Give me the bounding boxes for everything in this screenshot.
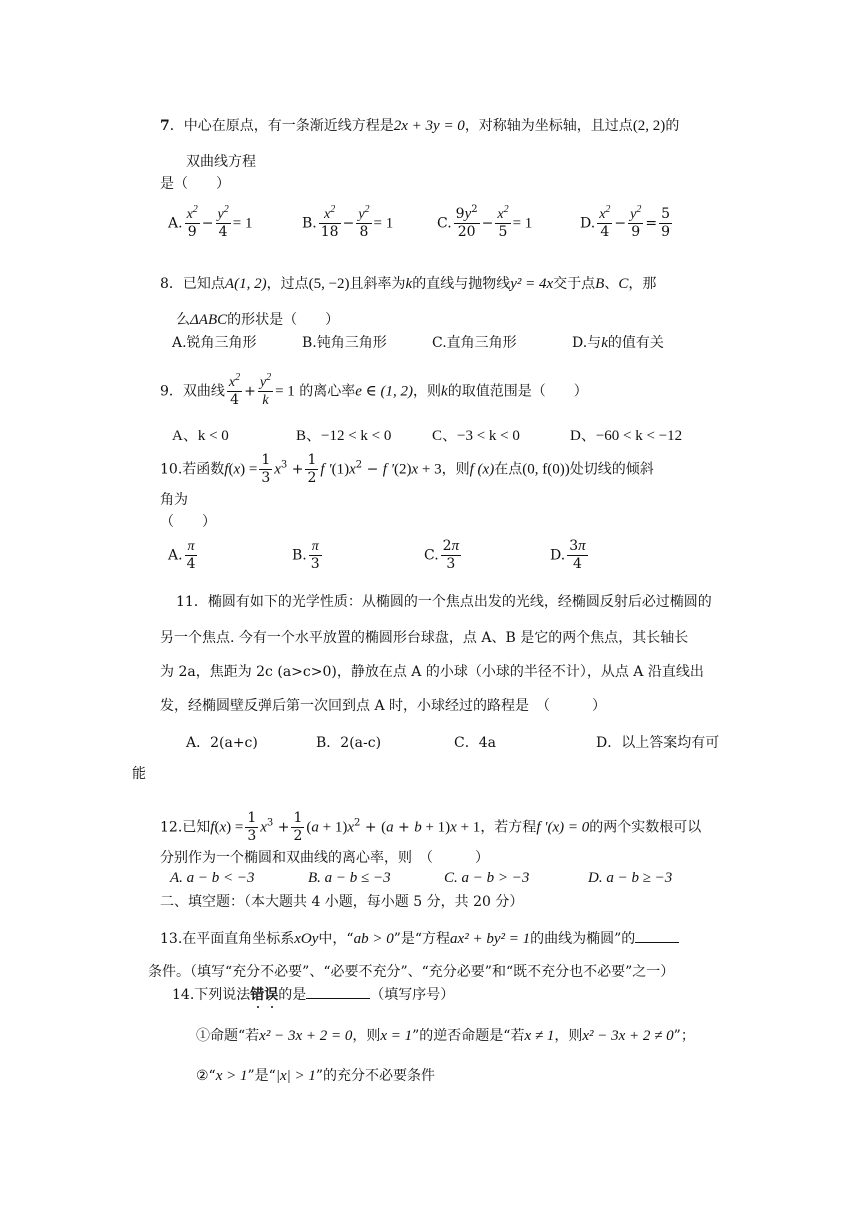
q8-point-c: C bbox=[618, 276, 629, 292]
q9-k: k bbox=[441, 383, 448, 400]
q10-option-c-label: C. bbox=[424, 547, 439, 564]
q14-item2-a: ②“ bbox=[196, 1068, 216, 1084]
q8-option-c bbox=[432, 332, 517, 352]
q10-text-b: ，则 bbox=[441, 461, 470, 478]
q7-option-a-label: A. bbox=[168, 215, 183, 232]
q13-text-d: 的曲线为椭圆”的 bbox=[530, 931, 636, 947]
q14-item-1 bbox=[196, 1026, 695, 1046]
q12-line1: 12.已知f(x) = $\frac{1}{3}$ $x^3$ + $\frac{1}{2}$ $(a + 1)x^2 + (a + b + 1)x + 1$，若方程f ′(x) = 0的两个实数根可以 bbox=[160, 810, 702, 844]
q12-option-a bbox=[170, 870, 255, 887]
q9-line1: 9．双曲线 $\frac{x^2}{4}$ + $\frac{y^2}{k}$ = 1 的离心率e ∈ (1, 2)，则k的取值范围是（ ） bbox=[160, 372, 588, 408]
q13-condition: ab > 0 bbox=[353, 931, 394, 947]
q14-item1-a: ①命题“若 bbox=[196, 1028, 260, 1044]
q8-line2-b: 的形状是（ ） bbox=[227, 312, 340, 328]
q11-option-c-label: C．4a bbox=[454, 735, 496, 751]
q11-option-d-label: D．以上答案均有可 bbox=[596, 735, 720, 751]
q9-option-a bbox=[172, 424, 229, 445]
q9-option-a-label: A、k < 0 bbox=[172, 428, 229, 444]
q7-asymptote: 2x + 3y = 0 bbox=[393, 118, 465, 134]
q11-option-b bbox=[316, 732, 381, 752]
q8-option-d-label: D.与 bbox=[572, 335, 602, 351]
q10-option-a: A. $\frac{\pi}{4}$ bbox=[168, 539, 196, 572]
q9-text-a: 9．双曲线 bbox=[160, 383, 225, 400]
q8-parabola: y² = 4x bbox=[510, 276, 554, 292]
q8-point-b: B bbox=[595, 276, 605, 292]
q9-option-c-label: C、−3 < k < 0 bbox=[432, 428, 520, 444]
q12-option-c-label: C. a − b > −3 bbox=[444, 870, 530, 886]
q11-option-a-label: A．2(a+c) bbox=[186, 735, 258, 751]
q9-text-d: 的取值范围是（ ） bbox=[447, 383, 588, 400]
q9-option-b bbox=[296, 424, 391, 445]
q8-text-a: 8．已知点 bbox=[160, 276, 225, 292]
q8-text-c: 且斜率为 bbox=[349, 276, 406, 292]
q8-line1 bbox=[160, 274, 656, 294]
q7-line2-text: 双曲线方程 bbox=[186, 154, 256, 170]
q13-text-b: 中，“ bbox=[318, 931, 354, 947]
q14-text-c: （填写序号） bbox=[370, 987, 455, 1003]
q7-line3 bbox=[160, 174, 230, 194]
q8-point-2: (5, −2) bbox=[308, 276, 350, 292]
q11-line1-text: 11．椭圆有如下的光学性质：从椭圆的一个焦点出发的光线，经椭圆反射后必过椭圆的 bbox=[176, 594, 712, 610]
q8-text-f: ，那 bbox=[628, 276, 657, 292]
q12-line2-text: 分别作为一个椭圆和双曲线的离心率，则 （ ） bbox=[160, 850, 489, 866]
q10-option-b-label: B. bbox=[292, 547, 307, 564]
q9-eccentricity: e ∈ (1, 2) bbox=[355, 383, 414, 400]
q12-option-d-label: D. a − b ≥ −3 bbox=[588, 870, 673, 886]
q8-option-d bbox=[572, 332, 664, 352]
q8-option-b bbox=[302, 332, 387, 352]
q10-option-b: B. $\frac{\pi}{3}$ bbox=[292, 539, 320, 572]
q8-option-a-label: A.锐角三角形 bbox=[172, 335, 257, 351]
q13-xoy: xOy bbox=[294, 931, 319, 947]
q14-item-2 bbox=[196, 1066, 435, 1086]
section-2-heading bbox=[160, 892, 523, 912]
q7-line1 bbox=[160, 116, 679, 136]
q10-option-a-label: A. bbox=[168, 547, 183, 564]
q7-option-d: D. $\frac{x^2}{4}$ − $\frac{y^2}{9}$ = $\frac{5}{9}$ bbox=[580, 204, 671, 240]
q9-option-d-label: D、−60 < k < −12 bbox=[570, 428, 683, 444]
section-2-title: 二、填空题：（本大题共 4 小题，每小题 5 分，共 20 分） bbox=[160, 894, 524, 910]
q14-item1-eq4: x² − 3x + 2 ≠ 0 bbox=[582, 1028, 674, 1044]
q10-text-c: 在点 bbox=[494, 461, 523, 478]
q10-option-c: C. $\frac{2\pi}{3}$ bbox=[424, 538, 460, 572]
q13-line1 bbox=[160, 928, 679, 949]
q12-option-b bbox=[308, 870, 391, 887]
q7-option-b: B. $\frac{x^2}{18}$ − $\frac{y^2}{8}$ = 1 bbox=[302, 204, 394, 240]
q7-text-b: ，对称轴为坐标轴，且过点 bbox=[464, 118, 633, 134]
q10-line2-text: 角为 bbox=[160, 492, 188, 508]
q14-answer-blank[interactable] bbox=[306, 984, 370, 999]
q8-text-e: 交于点 bbox=[553, 276, 596, 292]
q13-answer-blank[interactable] bbox=[635, 928, 679, 943]
q11-line3 bbox=[160, 662, 704, 682]
q14-item2-eq1: x > 1 bbox=[215, 1068, 248, 1084]
q14-item1-d: ，则 bbox=[554, 1028, 583, 1044]
q8-triangle: ΔABC bbox=[190, 312, 228, 328]
q7-option-c-label: C. bbox=[437, 215, 452, 232]
q10-line3-text: （ ） bbox=[160, 514, 216, 530]
q8-line2-a: 么 bbox=[176, 312, 190, 328]
q11-line2-text: 另一个焦点. 今有一个水平放置的椭圆形台球盘，点 A、B 是它的两个焦点，其长轴长 bbox=[160, 630, 689, 646]
q12-text-b: ，若方程 bbox=[480, 819, 537, 836]
q7-number: 7 bbox=[160, 118, 170, 134]
q9-option-b-label: B、−12 < k < 0 bbox=[296, 428, 392, 444]
q11-line3-text: 为 2a，焦距为 2c (a>c>0)，静放在点 A 的小球（小球的半径不计），从点 A 沿直线出 bbox=[160, 664, 704, 680]
q11-option-d-wrap-text: 能 bbox=[132, 766, 146, 782]
q7-text: ．中心在原点，有一条渐近线方程是 bbox=[169, 118, 394, 134]
q9-text-c: ，则 bbox=[413, 383, 442, 400]
q11-line4 bbox=[160, 696, 606, 716]
q10-text-d: 处切线的倾斜 bbox=[569, 461, 654, 478]
q14-item1-b: ，则 bbox=[352, 1028, 381, 1044]
q10-option-d: D. $\frac{3\pi}{4}$ bbox=[550, 538, 586, 572]
q8-option-d-k: k bbox=[601, 335, 608, 351]
q12-option-d bbox=[588, 870, 672, 887]
q9-option-c bbox=[432, 424, 520, 445]
q14-emphasis-2: 误 bbox=[264, 987, 279, 1003]
q11-option-a bbox=[186, 732, 258, 752]
q14-item2-c: ”的充分不必要条件 bbox=[315, 1068, 436, 1084]
q7-line3-text: 是（ ） bbox=[160, 176, 230, 192]
q7-text-c: 的 bbox=[665, 118, 680, 134]
q10-point: (0, f(0)) bbox=[522, 461, 570, 478]
q14-item1-c: ”的逆否命题是“若 bbox=[412, 1028, 525, 1044]
q14-item1-eq3: x ≠ 1 bbox=[524, 1028, 555, 1044]
q14-line1 bbox=[172, 984, 454, 1005]
q7-option-d-label: D. bbox=[580, 215, 596, 232]
q14-text-a: 14.下列说法 bbox=[172, 987, 251, 1003]
q7-option-c: C. $\frac{9y^2}{20}$ − $\frac{x^2}{5}$ = 1 bbox=[437, 204, 533, 240]
q14-emphasis-1: 错 bbox=[250, 987, 265, 1003]
q10-fx: f (x) bbox=[469, 461, 495, 478]
q13-text-c: ”是“方程 bbox=[393, 931, 451, 947]
q12-text-c: 的两个实数根可以 bbox=[589, 819, 702, 836]
q11-line2 bbox=[160, 628, 688, 648]
q14-item2-eq2: |x| > 1 bbox=[275, 1068, 316, 1084]
q11-option-c bbox=[454, 732, 496, 752]
q12-option-a-label: A. a − b < −3 bbox=[170, 870, 255, 886]
q8-sep: 、 bbox=[604, 276, 619, 292]
q13-line2-text: 条件。（填写“充分不必要”、“必要不充分”、“充分必要”和“既不充分也不必要”之一） bbox=[148, 964, 675, 980]
q13-equation: ax² + by² = 1 bbox=[450, 931, 531, 947]
q8-option-b-label: B.钝角三角形 bbox=[302, 335, 387, 351]
q8-text-b: ，过点 bbox=[266, 276, 309, 292]
q8-k: k bbox=[405, 276, 413, 292]
q12-text-a: 12.已知 bbox=[160, 819, 211, 836]
q7-line2 bbox=[186, 152, 256, 172]
q9-option-d bbox=[570, 424, 682, 445]
q13-line2 bbox=[148, 962, 674, 982]
q11-option-b-label: B．2(a-c) bbox=[316, 735, 382, 751]
q11-line4-text: 发，经椭圆壁反弹后第一次回到点 A 时，小球经过的路程是 （ ） bbox=[160, 698, 607, 714]
q14-item1-e: ”； bbox=[673, 1028, 695, 1044]
q10-line1: 10.若函数f(x) = $\frac{1}{3}$ $x^3$ + $\frac{1}{2}$ f $'(1)x^2 - f$ ′(2)x + 3，则f (x)在点(0, f(0))处切线的倾斜 bbox=[160, 452, 654, 486]
q8-option-d-tail: 的值有关 bbox=[607, 335, 664, 351]
q10-line2 bbox=[160, 490, 188, 510]
q13-text-a: 13.在平面直角坐标系 bbox=[160, 931, 295, 947]
q8-option-a bbox=[172, 332, 257, 352]
q12-option-b-label: B. a − b ≤ −3 bbox=[308, 870, 391, 886]
q14-item1-eq2: x = 1 bbox=[380, 1028, 413, 1044]
q10-line3 bbox=[160, 512, 216, 532]
q11-line1 bbox=[176, 592, 712, 612]
q14-item2-b: ”是“ bbox=[247, 1068, 276, 1084]
q11-option-d bbox=[596, 732, 719, 752]
q7-point: (2, 2) bbox=[632, 118, 666, 134]
q8-option-c-label: C.直角三角形 bbox=[432, 335, 517, 351]
q11-option-d-wrap bbox=[132, 764, 146, 784]
q7-option-a: A. $\frac{x^2}{9}$ − $\frac{y^2}{4}$ = 1 bbox=[168, 204, 253, 240]
q8-line2 bbox=[176, 310, 339, 330]
q14-text-b: 的是 bbox=[278, 987, 307, 1003]
q10-text-a: 10.若函数 bbox=[160, 461, 225, 478]
q9-text-b: 的离心率 bbox=[299, 383, 356, 400]
q8-point-a: A(1, 2) bbox=[224, 276, 267, 292]
q12-option-c bbox=[444, 870, 529, 887]
q8-text-d: 的直线与抛物线 bbox=[412, 276, 511, 292]
q14-item1-eq1: x² − 3x + 2 = 0 bbox=[259, 1028, 353, 1044]
q7-option-b-label: B. bbox=[302, 215, 317, 232]
q12-equation: f ′(x) = 0 bbox=[536, 819, 590, 836]
q12-line2 bbox=[160, 848, 489, 868]
q10-option-d-label: D. bbox=[550, 547, 566, 564]
